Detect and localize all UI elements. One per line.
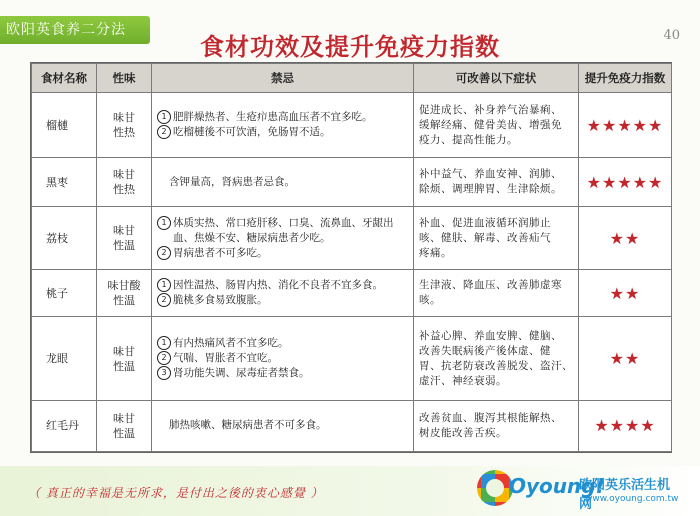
nature-line: 味甘 (113, 224, 135, 238)
benefit-line: 补血、促进血液循环润肺止 (419, 216, 551, 229)
benefit-line: 树皮能改善舌疾。 (419, 426, 507, 439)
taboo-line (157, 336, 408, 351)
food-taboo (152, 400, 414, 451)
taboo-text: 气喘、胃胀者不宜吃。 (173, 352, 278, 365)
food-nature (97, 270, 152, 317)
immunity-stars: ★★ (579, 270, 672, 317)
taboo-line (157, 278, 408, 293)
immunity-stars: ★★★★ (579, 400, 672, 451)
item-number-badge: 3 (157, 366, 171, 380)
taboo-line (157, 110, 408, 125)
logo-chinese: 欧阳英乐活生机网 (579, 478, 671, 512)
table-body (32, 93, 672, 452)
nature-line: 性温 (113, 426, 135, 440)
table-row (32, 400, 672, 451)
table-row (32, 93, 672, 158)
benefit-line: 促进成长、补身养气治暴痢、 (419, 103, 562, 116)
benefit-line: 补益心脾、养血安脾、健脑、 (419, 329, 562, 342)
immunity-stars: ★★ (579, 207, 672, 270)
item-number-badge: 1 (157, 278, 171, 292)
taboo-line (157, 231, 408, 246)
footer-slogan: （ 真正的幸福是无所求，是付出之後的衷心感覺 ） (28, 486, 324, 500)
taboo-line (157, 366, 408, 381)
food-benefit (414, 317, 579, 401)
food-name: 荔枝 (32, 207, 97, 270)
taboo-text: 胃病患者不可多吃。 (173, 246, 268, 259)
item-number-badge: 1 (157, 110, 171, 124)
benefit-line: 缓解经痛、健骨美齿、增强免 (419, 118, 562, 131)
nature-line: 性温 (113, 294, 135, 308)
taboo-line (157, 125, 408, 140)
benefit-line: 疫力、提高性能力。 (419, 133, 518, 146)
benefit-line: 改善失眠病後产後体虚、健 (419, 344, 551, 357)
taboo-text: 血、焦燥不安、糖尿病患者少吃。 (173, 231, 331, 244)
food-nature (97, 93, 152, 158)
food-name: 桃子 (32, 270, 97, 317)
immunity-stars: ★★ (579, 317, 672, 401)
table-row (32, 207, 672, 270)
taboo-line (157, 246, 408, 261)
nature-line: 味甘酸 (107, 279, 141, 293)
benefit-line: 疼痛。 (419, 246, 452, 259)
taboo-text: 肥胖燥热者、生疮疖患高血压者不宜多吃。 (173, 111, 373, 124)
table-row (32, 317, 672, 401)
food-nature (97, 207, 152, 270)
page-number: 40 (663, 28, 680, 43)
food-name: 红毛丹 (32, 400, 97, 451)
taboo-line (157, 216, 408, 231)
food-name: 黑枣 (32, 158, 97, 207)
food-taboo (152, 207, 414, 270)
benefit-line: 补中益气、养血安神、润肺、 (419, 168, 562, 181)
food-nature (97, 158, 152, 207)
food-benefit (414, 158, 579, 207)
food-taboo (152, 270, 414, 317)
benefit-line: 生津液、降血压、改善肺虚寒 (419, 279, 562, 292)
page-title: 食材功效及提升免疫力指数 (200, 32, 500, 61)
table-row (32, 158, 672, 207)
header-name: 食材名称 (32, 64, 97, 93)
benefit-line: 除烦、调理脾胃、生津除烦。 (419, 183, 562, 196)
taboo-text: 有内热痛风者不宜多吃。 (173, 337, 289, 350)
food-taboo (152, 317, 414, 401)
taboo-text: 吃榴槤後不可饮酒，免肠胃不适。 (173, 126, 331, 139)
header-index: 提升免疫力指数 (579, 64, 672, 93)
benefit-line: 咳。 (419, 294, 441, 307)
logo-word: Oyoung! (509, 474, 605, 498)
logo-url: www.oyoung.com.tw (585, 494, 679, 504)
nature-line: 性温 (113, 359, 135, 373)
taboo-line (157, 293, 408, 308)
item-number-badge: 2 (157, 246, 171, 260)
table-row (32, 270, 672, 317)
logo (477, 470, 682, 510)
food-nature (97, 317, 152, 401)
nature-line: 性温 (113, 239, 135, 253)
header-nature: 性味 (97, 64, 152, 93)
item-number-badge: 1 (157, 216, 171, 230)
food-taboo (152, 158, 414, 207)
taboo-line (157, 175, 408, 190)
taboo-text: 肾功能失调、尿毒症者禁食。 (173, 367, 310, 380)
nature-line: 味甘 (113, 168, 135, 182)
header-taboo: 禁忌 (152, 64, 414, 93)
immunity-stars: ★★★★★ (579, 158, 672, 207)
food-benefit (414, 93, 579, 158)
taboo-line (157, 351, 408, 366)
food-taboo (152, 93, 414, 158)
brand-tab: 欧阳英食养二分法 (0, 16, 150, 44)
food-name: 榴槤 (32, 93, 97, 158)
benefit-line: 改善贫血、腹泻其根能解热、 (419, 411, 562, 424)
immunity-stars: ★★★★★ (579, 93, 672, 158)
nature-line: 味甘 (113, 344, 135, 358)
taboo-text: 肺热咳嗽、糖尿病患者不可多食。 (169, 419, 327, 432)
food-table (30, 62, 672, 453)
header-benefit: 可改善以下症状 (414, 64, 579, 93)
taboo-text: 脆桃多食易致腹胀。 (173, 294, 268, 307)
food-benefit (414, 400, 579, 451)
item-number-badge: 2 (157, 125, 171, 139)
item-number-badge: 2 (157, 351, 171, 365)
benefit-line: 虚汗、神经衰弱。 (419, 374, 507, 387)
food-nature (97, 400, 152, 451)
nature-line: 味甘 (113, 111, 135, 125)
taboo-text: 含钾量高，肾病患者忌食。 (169, 175, 295, 188)
taboo-text: 体质实热、常口疮肝移、口臭、流鼻血、牙龈出 (173, 216, 394, 229)
benefit-line: 胃、抗老防衰改善脱发、盗汗、 (419, 359, 573, 372)
food-benefit (414, 270, 579, 317)
item-number-badge: 1 (157, 336, 171, 350)
nature-line: 性热 (113, 183, 135, 197)
taboo-text: 因性温热、肠胃内热、消化不良者不宜多食。 (173, 279, 383, 292)
table-header-row (32, 64, 672, 93)
nature-line: 性热 (113, 126, 135, 140)
nature-line: 味甘 (113, 411, 135, 425)
logo-circle-icon (477, 470, 513, 506)
food-name: 龙眼 (32, 317, 97, 401)
taboo-line (157, 418, 408, 433)
food-benefit (414, 207, 579, 270)
item-number-badge: 2 (157, 293, 171, 307)
benefit-line: 咳、健肤、解毒、改善疝气 (419, 231, 551, 244)
